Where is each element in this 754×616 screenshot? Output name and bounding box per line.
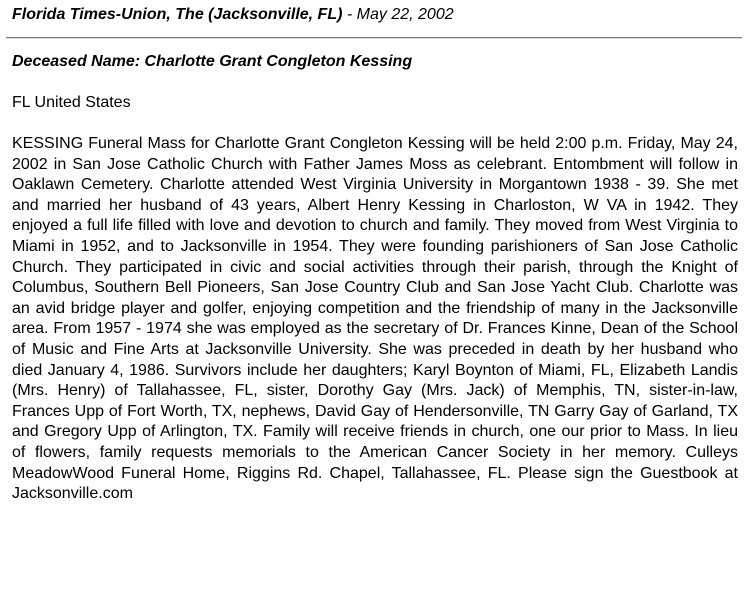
source-line (12, 6, 454, 24)
publication-date: May 22, 2002 (356, 6, 454, 23)
location-line: FL United States (12, 94, 131, 111)
publication-name: Florida Times-Union, The (Jacksonville, FL) (12, 6, 343, 23)
obituary-text: KESSING Funeral Mass for Charlotte Grant Congleton Kessing will be held 2:00 p.m. Friday, May 24, 2002 in San Jose Catholic Church with Father James Moss as celebrant. Entombment will follow in Oaklawn Cemetery. Charlotte attended West Virginia University in Morgantown 1938 - 39. She met and married her husband of 43 years, Albert Henry Kessing in Charloston, W VA in 1942. They enjoyed a full life filled with love and devotion to church and family. They moved from West Virginia to Miami in 1952, and to Jacksonville in 1954. They were founding parishioners of San Jose Catholic Church. They participated in civic and social activities through their parish, through the Knight of Columbus, Southern Bell Pioneers, San Jose Country Club and San Jose Yacht Club. Charlotte was an avid bridge player and golfer, enjoying competition and the friendship of many in the Jacksonville area. From 1957 - 1974 she was employed as the secretary of Dr. Frances Kinne, Dean of the School of Music and Fine Arts at Jacksonville University. She was preceded in death by her husband who died January 4, 1986. Survivors include her daughters; Karyl Boynton of Miami, FL, Elizabeth Landis (Mrs. Henry) of Tallahassee, FL, sister, Dorothy Gay (Mrs. Jack) of Memphis, TN, sister-in-law, Frances Upp of Fort Worth, TX, nephews, David Gay of Hendersonville, TN Garry Gay of Garland, TX and Gregory Upp of Arlington, TX. Family will receive friends in church, one our prior to Mass. In lieu of flowers, family requests memorials to the American Cancer Society in her memory. Culleys MeadowWood Funeral Home, Riggins Rd. Chapel, Tallahassee, FL. Please sign the Guestbook at Jacksonville.com (12, 135, 738, 503)
deceased-name: Deceased Name: Charlotte Grant Congleton Kessing (12, 53, 413, 70)
source-separator: - (342, 6, 357, 23)
header-divider (6, 37, 742, 39)
